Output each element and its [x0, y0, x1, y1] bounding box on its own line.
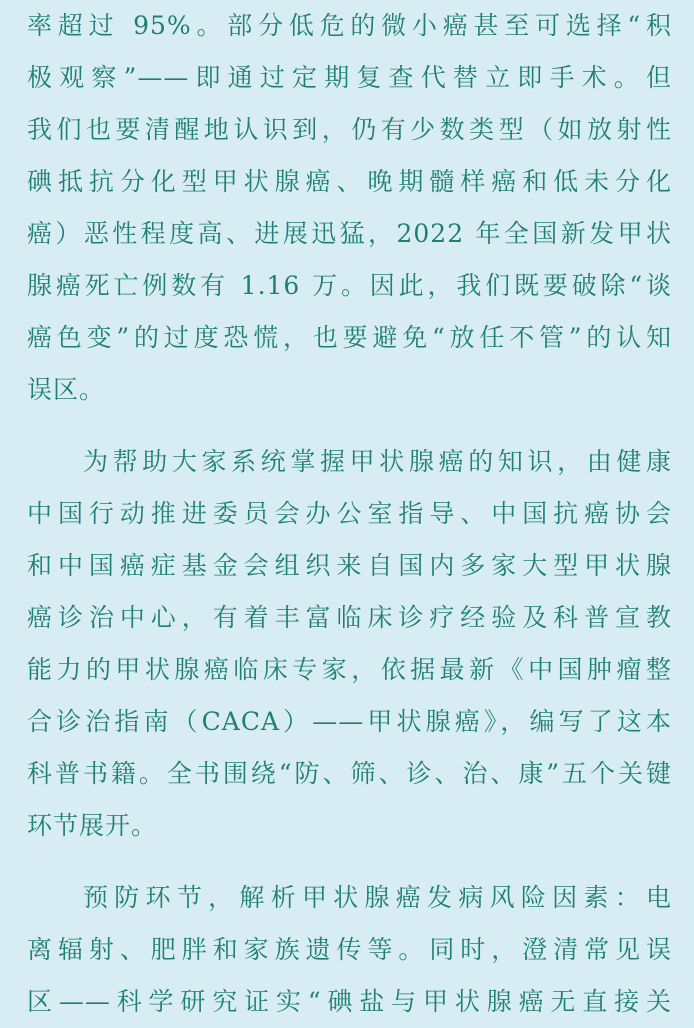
- paragraph-3: [27, 872, 672, 1028]
- text-line: 区——科学研究证实“碘盐与甲状腺癌无直接关: [27, 987, 672, 1016]
- text-line: 能力的甲状腺癌临床专家，依据最新《中国肿瘤整: [27, 655, 672, 684]
- text-line: 极观察”——即通过定期复查代替立即手术。但: [27, 63, 672, 92]
- text-line: 癌）恶性程度高、进展迅猛，2022 年全国新发甲状: [27, 219, 672, 248]
- text-line: 癌诊治中心，有着丰富临床诊疗经验及科普宣教: [27, 603, 672, 632]
- text-line: 科普书籍。全书围绕“防、筛、诊、治、康”五个关键: [27, 759, 672, 788]
- text-line: 误区。: [27, 375, 106, 404]
- text-line: 率超过 95%。部分低危的微小癌甚至可选择“积: [27, 11, 672, 40]
- text-line: 和中国癌症基金会组织来自国内多家大型甲状腺: [27, 551, 672, 580]
- text-line: 腺癌死亡例数有 1.16 万。因此，我们既要破除“谈: [27, 271, 672, 300]
- text-line: 为帮助大家系统掌握甲状腺癌的知识，由健康: [83, 447, 672, 476]
- text-line: 我们也要清醒地认识到，仍有少数类型（如放射性: [27, 115, 672, 144]
- paragraph-2: [27, 436, 672, 852]
- paragraph-1: [27, 0, 672, 416]
- text-line: 合诊治指南（CACA）——甲状腺癌》，编写了这本: [27, 707, 672, 736]
- text-line: 碘抵抗分化型甲状腺癌、晚期髓样癌和低未分化: [27, 167, 672, 196]
- text-line: 中国行动推进委员会办公室指导、中国抗癌协会: [27, 499, 672, 528]
- text-line: 环节展开。: [27, 811, 158, 840]
- text-line: 预防环节，解析甲状腺癌发病风险因素：电: [83, 883, 672, 912]
- text-line: 离辐射、肥胖和家族遗传等。同时，澄清常见误: [27, 935, 672, 964]
- text-line: 癌色变”的过度恐慌，也要避免“放任不管”的认知: [27, 323, 672, 352]
